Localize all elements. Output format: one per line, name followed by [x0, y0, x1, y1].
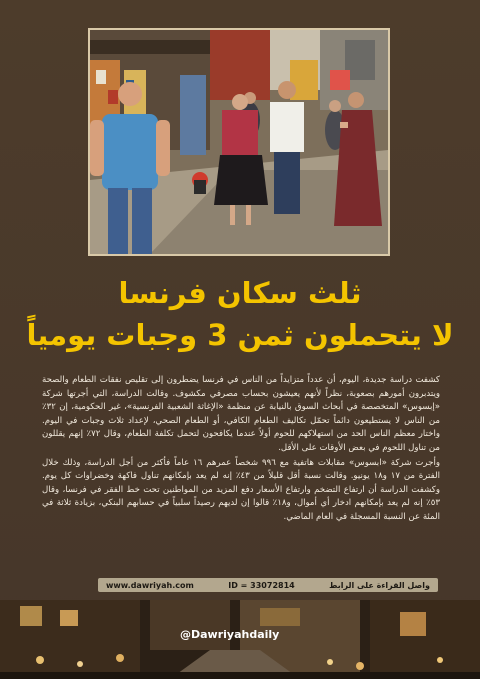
read-more-label: واصل القراءة على الرابط — [329, 580, 430, 590]
read-more-bar[interactable] — [98, 578, 438, 592]
headline-line-1: ثلث سكان فرنسا — [118, 276, 362, 310]
article-paragraph-1: كشفت دراسة جديدة، اليوم، أن عدداً متزايداً من الناس في فرنسا يضطرون إلى تقليص نفقات الطعام والصحة ويتدبرون أمورهم بصعوبة، نظراً لأنهم يعيشون بحساب مصرفي مكشوف. وقالت الدراسة، التي أجرتها شركة «إبسوس» المتخصصة في أبحاث السوق بالنيابة عن منظمة «الإغاثة الشعبية الفرنسية»، غير الحكومية، إن ٣٢٪ من الناس لا يستطيعون دائماً تحمّل تكاليف الطعام الكافي، أو الطعام الصحي، لإعداد ثلاث وجبات في اليوم. واختار معظم الناس الحد من استهلاكهم للحوم أولاً عندما يكافحون لتحمل تكلفة الطعام، وقال ٧٢٪ إنهم يقللون من تناول اللحوم في بعض الأوقات على الأقل. — [42, 375, 440, 453]
article-id: ID = 33072814 — [228, 580, 295, 590]
street-photo-illustration — [90, 30, 388, 254]
article-body — [42, 374, 440, 526]
headline-line-2: لا يتحملون ثمن 3 وجبات يومياً — [26, 318, 454, 352]
article-paragraph-2: وأجرت شركة «ابسوس» مقابلات هاتفية مع ٩٩٦ شخصاً عمرهم ١٦ عاماً فأكثر من أجل الدراسة، وذلك خلال الفترة من ١٧ و١٨ يونيو. وقالت نسبة أقل قليلاً من ٤٣٪ إنه لم يعد بإمكانهم تناول فاكهة وخضراوات كل يوم. وكشفت الدراسة أن ارتفاع التضخم وارتفاع الأسعار دفع المزيد من المواطنين تحت خط الفقر في فرنسا، وقال ٥٣٪ إنه لم يعد بإمكانهم ادخار أي أموال، و١٨٪ قالوا إن لديهم رصيداً سلبياً في حسابهم البنكي، بزيادة ثلاثة في المئة عن النسبة المسجلة في العام الماضي. — [42, 457, 440, 522]
street-scene-photo — [88, 28, 390, 256]
website-url-link[interactable]: www.dawriyah.com — [106, 580, 194, 590]
social-handle — [180, 628, 279, 641]
handle-text: @Dawriyahdaily — [180, 628, 280, 641]
